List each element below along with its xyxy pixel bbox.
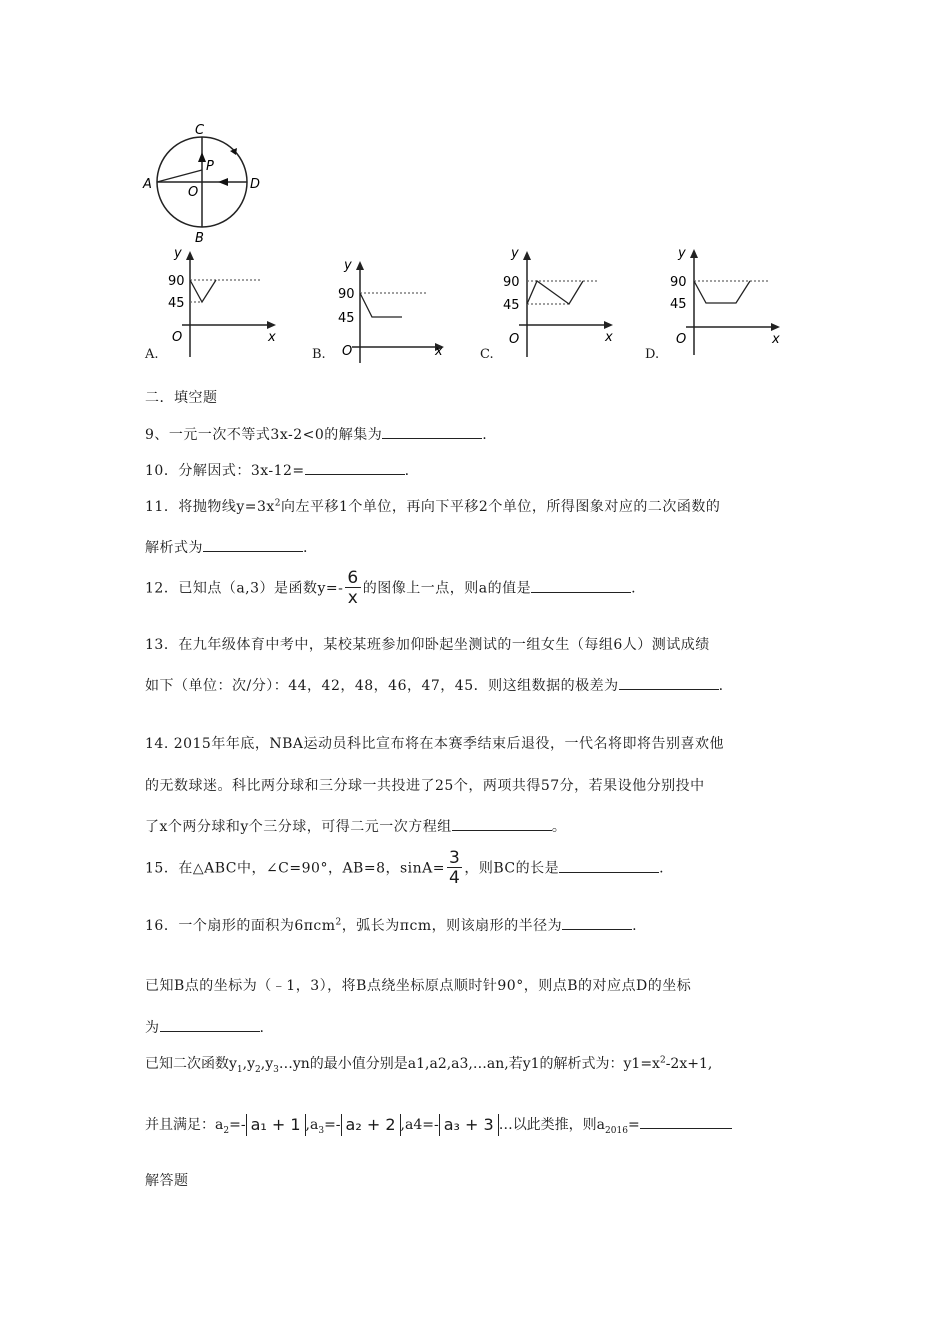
option-a-graph [160,245,285,360]
question-10: 10．分解因式：3x-12= . [145,460,410,480]
label-a: A [143,177,152,192]
x-axis-label: x [772,332,780,347]
origin-label: O [676,332,687,347]
circle-figure [140,118,270,248]
tick-90: 90 [670,275,687,290]
y-axis-label: y [344,258,352,273]
label-o: O [188,185,199,200]
y-axis-label: y [678,246,686,261]
answer-blank[interactable] [640,1114,732,1129]
answer-blank[interactable] [305,460,405,475]
option-c-label[interactable]: C. [480,347,494,362]
question-14: 14. 2015年年底，NBA运动员科比宣布将在本赛季结束后退役，一代名将即将告别喜欢他 [145,736,724,752]
x-axis-label: x [268,330,276,345]
label-b: B [195,231,204,246]
section-3-title: 解答题 [145,1173,189,1189]
x-axis-label: x [605,330,613,345]
absolute-value: a₁ + 1 [246,1114,306,1136]
option-d-label[interactable]: D. [645,347,660,362]
question-16: 16．一个扇形的面积为6πcm$^2$，弧长为πcm，则该扇形的半径为 . [145,915,637,935]
answer-blank[interactable] [531,578,631,593]
question-14-line-3: 了x个两分球和y个三分球，可得二元一次方程组 。 [145,816,566,836]
origin-label: O [509,332,520,347]
question-13: 13．在九年级体育中考中，某校某班参加仰卧起坐测试的一组女生（每组6人）测试成绩 [145,637,710,653]
label-d: D [250,177,261,192]
question-14-line-2: 的无数球迷。科比两分球和三分球一共投进了25个，两项共得57分，若果设他分别投中 [145,778,705,794]
absolute-value: a₂ + 2 [341,1114,401,1136]
tick-90: 90 [338,287,355,302]
tick-90: 90 [503,275,520,290]
answer-blank[interactable] [382,424,482,439]
question-11-line-2: 解析式为 . [145,537,308,557]
option-b-graph [330,255,455,365]
question-15: 15．在△ABC中，∠C=90°，AB=8，sinA= $\frac{3}{4}$ ，则BC的长是 . [145,848,665,888]
absolute-value: a₃ + 3 [439,1114,499,1136]
question-12: 12．已知点（a,3）是函数y=- $\frac{6}{x}$ 的图像上一点，则a的值是 . [145,568,637,608]
y-axis-label: y [174,246,182,261]
answer-blank[interactable] [559,858,659,873]
fraction: $\frac{6}{x}$ [347,568,359,608]
option-b-label[interactable]: B. [312,347,326,362]
section-2-title: 二．填空题 [145,390,218,406]
question-11: 11．将抛物线$y=3x^2$向左平移1个单位，再向下平移2个单位，所得图象对应的二次函数的 [145,498,721,515]
option-a-label[interactable]: A. [145,347,159,362]
question-18-line-2: 并且满足：$a_2=-$ a₁ + 1 $,a_3=-$ a₂ + 2 ,a4=- a₃ + 3 …以此类推，则$a_{2016}=$ [145,1114,732,1136]
question-13-line-2: 如下（单位：次/分）：44，42，48，46，47，45．则这组数据的极差为 . [145,675,724,695]
y-axis-label: y [511,246,519,261]
question-17-line-2: 为 . [145,1017,264,1037]
fraction: $\frac{3}{4}$ [449,848,461,888]
origin-label: O [342,344,353,359]
question-9: 9、一元一次不等式3x-2<0的解集为 . [145,424,487,444]
label-c: C [195,123,205,138]
tick-90: 90 [168,274,185,289]
option-c-graph [497,245,622,360]
tick-45: 45 [338,311,355,326]
answer-blank[interactable] [452,816,552,831]
answer-blank[interactable] [160,1017,260,1032]
label-p: P [206,159,214,174]
tick-45: 45 [168,296,185,311]
x-axis-label: x [435,344,443,359]
answer-blank[interactable] [562,915,632,930]
option-d-graph [664,243,789,358]
answer-blank[interactable] [203,537,303,552]
answer-blank[interactable] [619,675,719,690]
origin-label: O [172,330,183,345]
tick-45: 45 [503,298,520,313]
question-18: 已知二次函数$y_1,y_2,y_3\dots yn$的最小值分别是a1,a2,a3,…an,若y1的解析式为：$y1=x^2-2x+1$, [145,1055,713,1075]
tick-45: 45 [670,297,687,312]
question-17: 已知B点的坐标为（﹣1，3），将B点绕坐标原点顺时针90°，则点B的对应点D的坐标 [145,978,692,994]
